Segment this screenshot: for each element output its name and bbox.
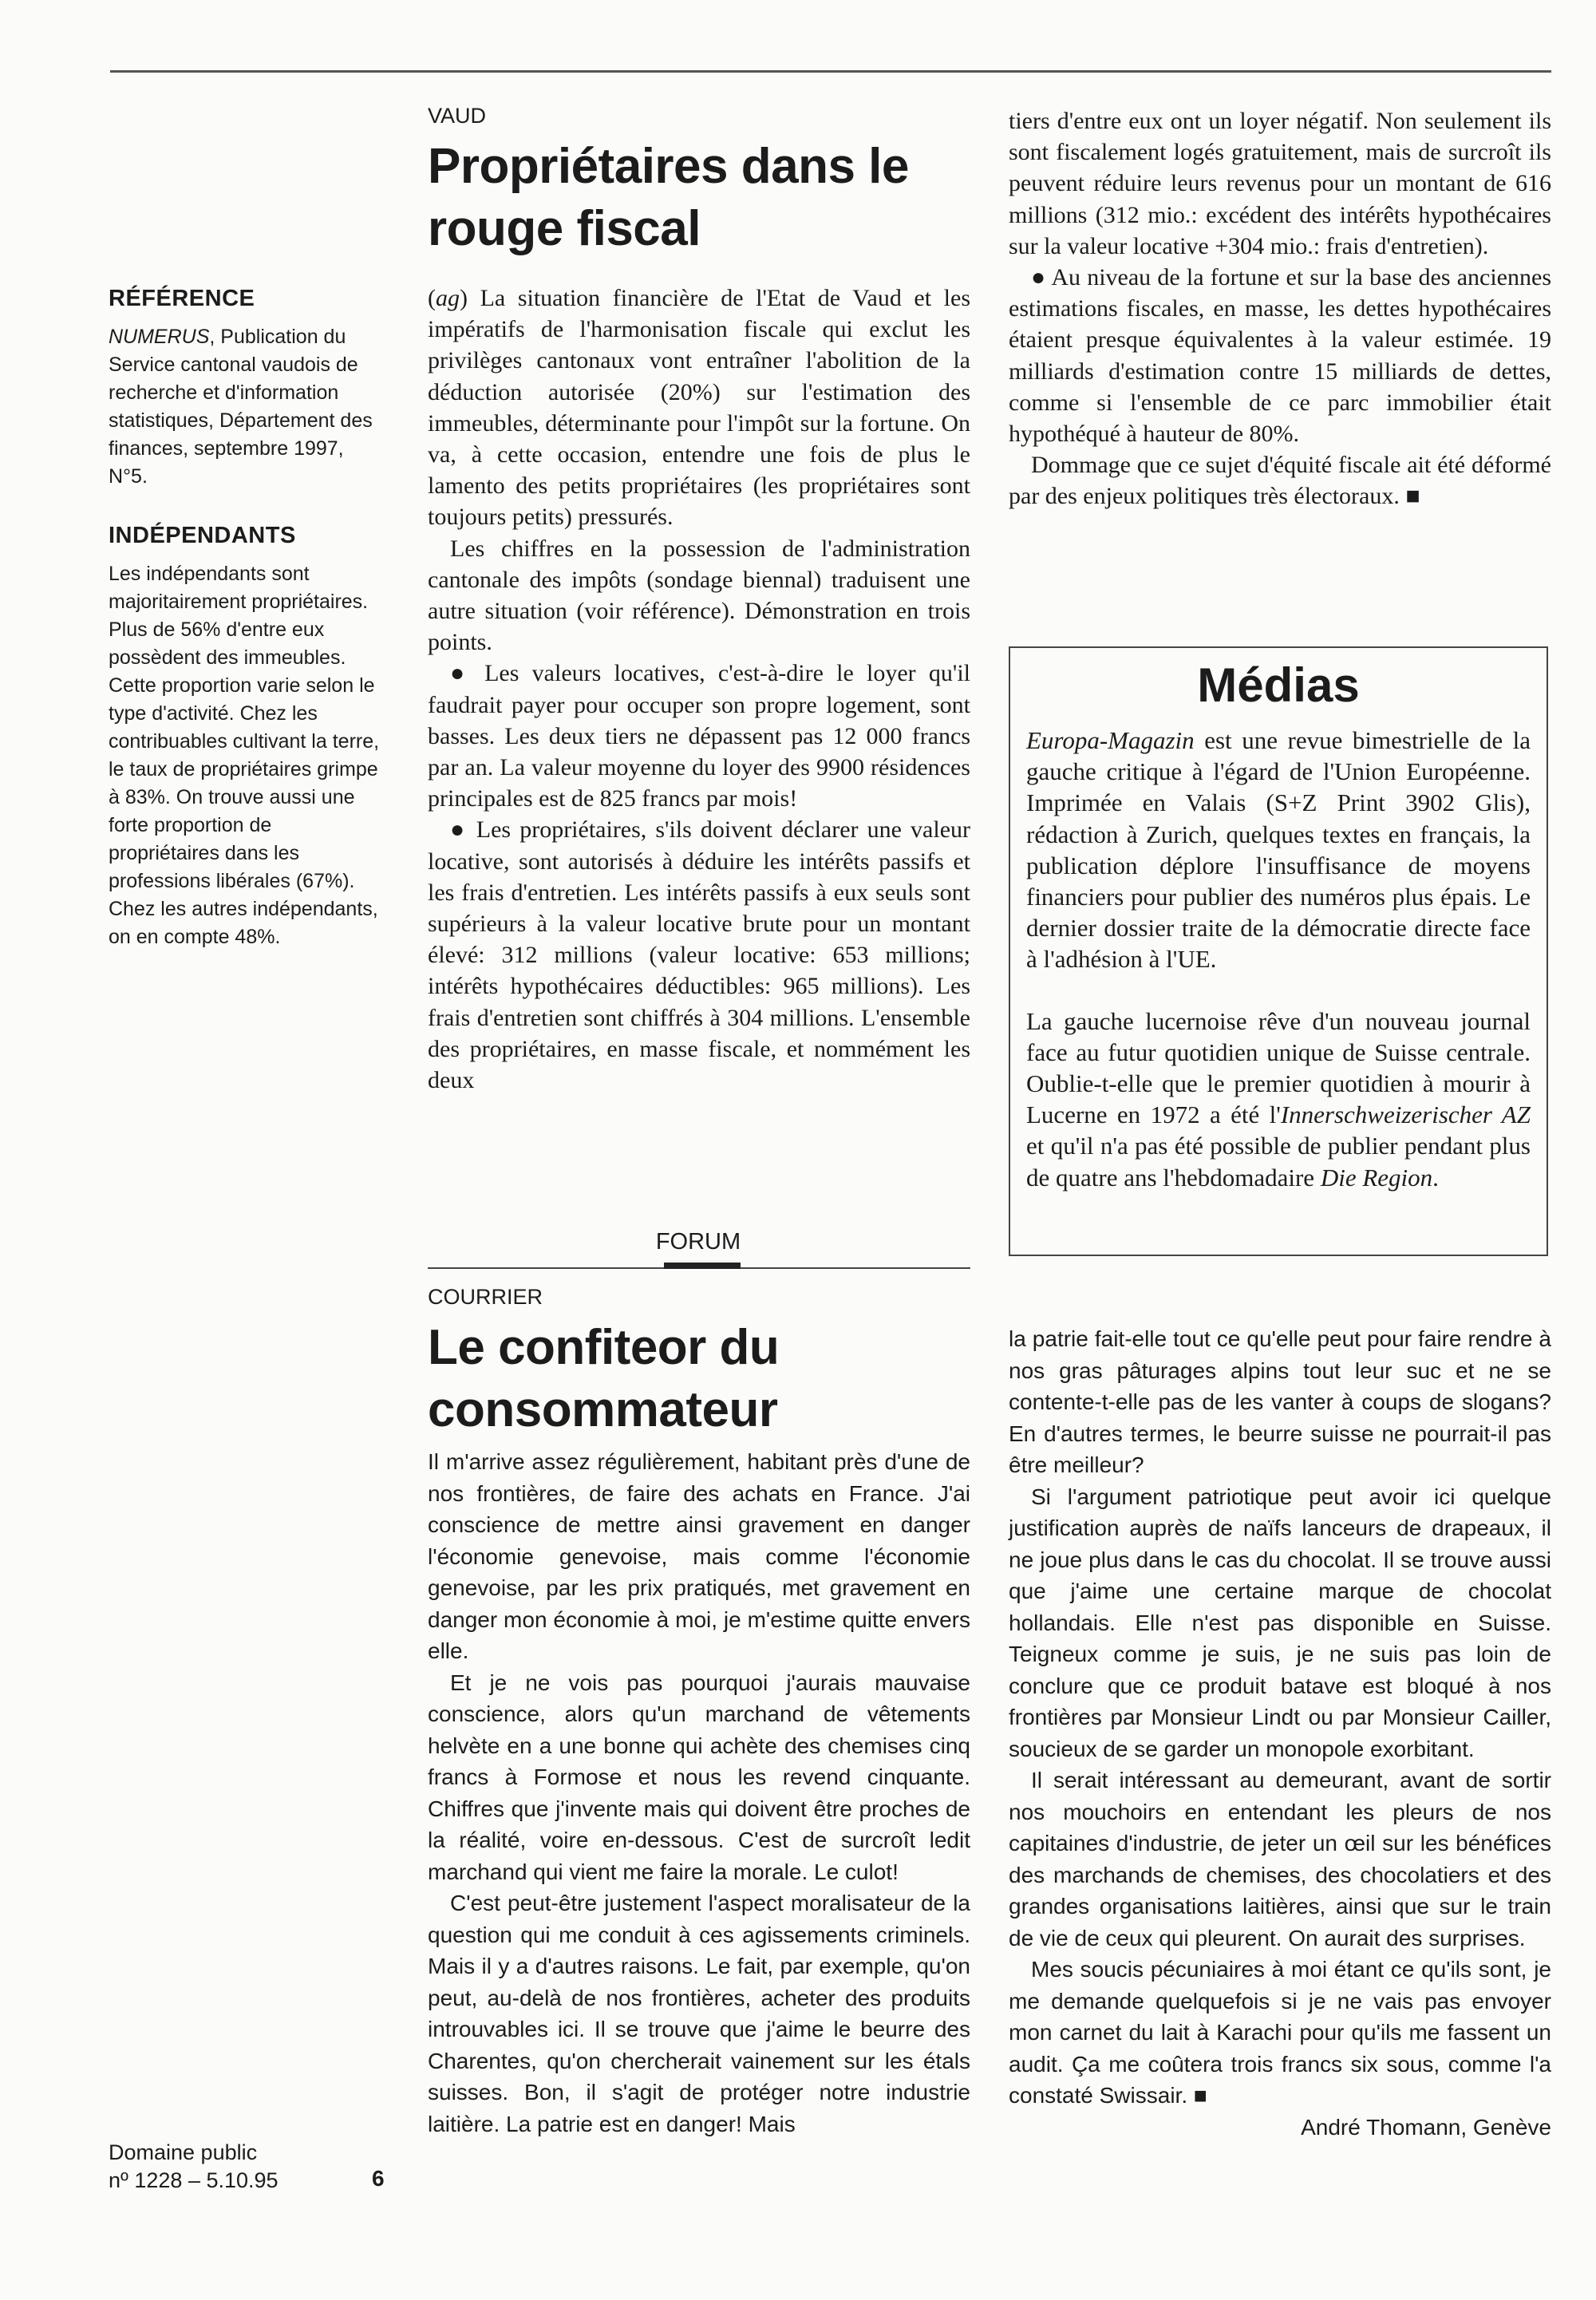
article2-continued <box>1009 1323 1551 2143</box>
article2-paragraph: C'est peut-être justement l'aspect moralisateur de la question qui me conduit à ces agissements criminels. Mais il y a d'autres raisons. Le fait, par exemple, qu'on peut, au-delà de nos frontières, acheter des produits introuvables ici. Il se trouve que j'aime le beurre des Charentes, qu'on chercherait vainement sur les étals suisses. Bon, il s'agit de protéger notre industrie laitière. La patrie est en danger! Mais <box>428 1891 970 2136</box>
article1-body <box>428 283 970 1096</box>
reference-text <box>109 323 380 491</box>
medias-box <box>1009 646 1548 1256</box>
forum-bar <box>664 1263 741 1269</box>
page-number: 6 <box>372 2166 385 2191</box>
footer-publication <box>109 2139 292 2195</box>
medias-title: Médias <box>1197 658 1360 712</box>
issue-number: nº 1228 – 5.10.95 <box>109 2168 279 2192</box>
article2-kicker: COURRIER <box>428 1285 543 1309</box>
independants-text: Les indépendants sont majoritairement propriétaires. Plus de 56% d'entre eux possèdent des immeubles. Cette proportion varie selon le type d'activité. Chez les contribuables cultivant la terre, le taux de propriétaires grimpe à 83%. On trouve aussi une forte proportion de propriétaires dans les professions libérales (67%). Chez les autres indépendants, on en compte 48%. <box>109 563 380 948</box>
article2-paragraph: la patrie fait-elle tout ce qu'elle peut pour faire rendre à nos gras pâturages alpins tout leur suc et ne se contente-t-elle pas de les vanter à coups de slogans? En d'autres termes, le beurre suisse ne pourrait-il pas être meilleur? <box>1009 1326 1551 1477</box>
reference-heading: RÉFÉRENCE <box>109 286 255 311</box>
article2-body <box>428 1446 970 2140</box>
reference-details: , Publication du Service cantonal vaudois de recherche et d'information statistiques, Département des finances, septembre 1997, N°5. <box>109 326 373 488</box>
article1-continued <box>1009 105 1551 512</box>
forum-label: FORUM <box>655 1229 741 1255</box>
article1-headline: Propriétaires dans le rouge fiscal <box>428 139 909 256</box>
article1-kicker: VAUD <box>428 104 487 128</box>
article1-paragraph: (ag) La situation financière de l'Etat de Vaud et les impératifs de l'harmonisation fiscale qui exclut les privilèges cantonaux vont entraîner l'abolition de la déduction autorisée (20%) sur l'estimation des immeubles, déterminante pour l'impôt sur la fortune. On va, à cette occasion, entendre une fois de plus le lamento des petits propriétaires (les propriétaires sont toujours petits) pressurés. <box>428 285 970 531</box>
independants-heading: INDÉPENDANTS <box>109 523 296 548</box>
article1-paragraph: Les chiffres en la possession de l'administration cantonale des impôts (sondage biennal) traduisent une autre situation (voir référence). Démonstration en trois points. <box>428 535 970 656</box>
medias-body <box>1026 725 1531 1193</box>
medias-publication: Die Region <box>1320 1163 1433 1191</box>
article2-paragraph: Si l'argument patriotique peut avoir ici quelque justification auprès de naïfs lanceurs de drapeaux, il ne joue plus dans le cas du chocolat. Il se trouve aussi que j'aime une certaine marque de chocolat hollandais. Elle n'est pas disponible en Suisse. Teigneux comme je suis, je ne suis pas loin de conclure que ce produit batave est bloqué à nos frontières par Monsieur Lindt ou par Monsieur Cailler, soucieux de se garder un monopole exorbitant. <box>1009 1484 1551 1761</box>
article2-paragraph: Il serait intéressant au demeurant, avant de sortir nos mouchoirs en entendant les pleurs de nos capitaines d'industrie, de jeter un œil sur les bénéfices des marchands de chemises, des chocolatiers et des grandes organisations laitières, ainsi que sur le train de vie de ceux qui pleurent. On aurait des surprises. <box>1009 1768 1551 1950</box>
article2-headline: Le confiteor du consommateur <box>428 1320 780 1437</box>
reference-source: NUMERUS <box>109 326 210 348</box>
medias-publication: Innerschweizerischer AZ <box>1280 1101 1531 1129</box>
medias-paragraph: Europa-Magazin est une revue bimestrielle de la gauche critique à l'égard de l'Union Européenne. Imprimée en Valais (S+Z Print 3902 Glis), rédaction à Zurich, quelques textes en français, la publication déplore l'insuffisance de moyens financiers pour publier des numéros plus épais. Le dernier dossier traite de la démocratie directe face à l'adhésion à l'UE. <box>1026 726 1531 974</box>
article2-paragraph: Et je ne vois pas pourquoi j'aurais mauvaise conscience, alors qu'un marchand de vêtements helvète en a une bonne qui achète des chemises cinq francs à Formose et nous les revend cinquante. Chiffres que j'invente mais qui doivent être proches de la réalité, voire en-dessous. C'est de surcroît ledit marchand qui vient me faire la morale. Le culot! <box>428 1670 970 1884</box>
article1-paragraph: tiers d'entre eux ont un loyer négatif. Non seulement ils sont fiscalement logés gratuitement, mais de surcroît ils peuvent réduire leurs revenus pour un montant de 616 millions (312 mio.: excédent des intérêts hypothécaires sur la valeur locative +304 mio.: frais d'entretien). <box>1009 108 1551 259</box>
article1-paragraph: Dommage que ce sujet d'équité fiscale ait été déformé par des enjeux politiques très électoraux. ■ <box>1009 452 1551 510</box>
article1-paragraph: ● Les propriétaires, s'ils doivent déclarer une valeur locative, sont autorisés à déduire les intérêts passifs et les frais d'entretien. Les intérêts passifs à eux seuls sont supérieurs à la valeur locative brute pour un montant élevé: 312 millions (valeur locative: 653 millions; intérêts hypothécaires déductibles: 965 millions). Les frais d'entretien sont chiffrés à 304 millions. L'ensemble des propriétaires, en masse fiscale, et nommément les deux <box>428 816 970 1094</box>
independants-block <box>109 523 380 951</box>
author-signature: André Thomann, Genève <box>1301 2114 1551 2140</box>
author-tag: ag <box>436 285 460 311</box>
medias-paragraph: La gauche lucernoise rêve d'un nouveau journal face au futur quotidien unique de Suisse centrale. Oublie-t-elle que le premier quotidien à mourir à Lucerne en 1972 a été l'Innerschweizerischer AZ et qu'il n'a pas été possible de publier pendant plus de quatre ans l'hebdomadaire Die Region. <box>1026 1006 1531 1191</box>
article1-paragraph: ● Au niveau de la fortune et sur la base des anciennes estimations fiscales, en masse, les dettes hypothécaires étaient presque équivalentes à la valeur estimée. 19 milliards d'estimation contre 15 milliards de dettes, comme si l'ensemble de ce parc immobilier était hypothéqué à hauteur de 80%. <box>1009 264 1551 448</box>
sidebar <box>109 286 380 951</box>
publication-name: Domaine public <box>109 2140 258 2164</box>
article2-paragraph: Mes soucis pécuniaires à moi étant ce qu'ils sont, je me demande quelquefois si je ne vais pas envoyer mon carnet du lait à Karachi pour qu'ils me fassent un audit. Ça me coûtera trois francs six sous, comme l'a constaté Swissair. ■ <box>1009 1957 1551 2108</box>
article2-paragraph: Il m'arrive assez régulièrement, habitant près d'une de nos frontières, de faire des achats en France. J'ai conscience de mettre ainsi gravement en danger l'économie genevoise, mais comme l'économie genevoise, par les prix pratiqués, met gravement en danger mon économie à moi, je m'estime quitte envers elle. <box>428 1449 970 1663</box>
top-rule <box>110 70 1551 73</box>
medias-publication: Europa-Magazin <box>1026 726 1195 754</box>
article1-paragraph: ● Les valeurs locatives, c'est-à-dire le loyer qu'il faudrait payer pour occuper son propre logement, sont basses. Les deux tiers ne dépassent pas 12 000 francs par an. La valeur moyenne du loyer des 9900 résidences principales est de 825 francs par mois! <box>428 660 970 812</box>
